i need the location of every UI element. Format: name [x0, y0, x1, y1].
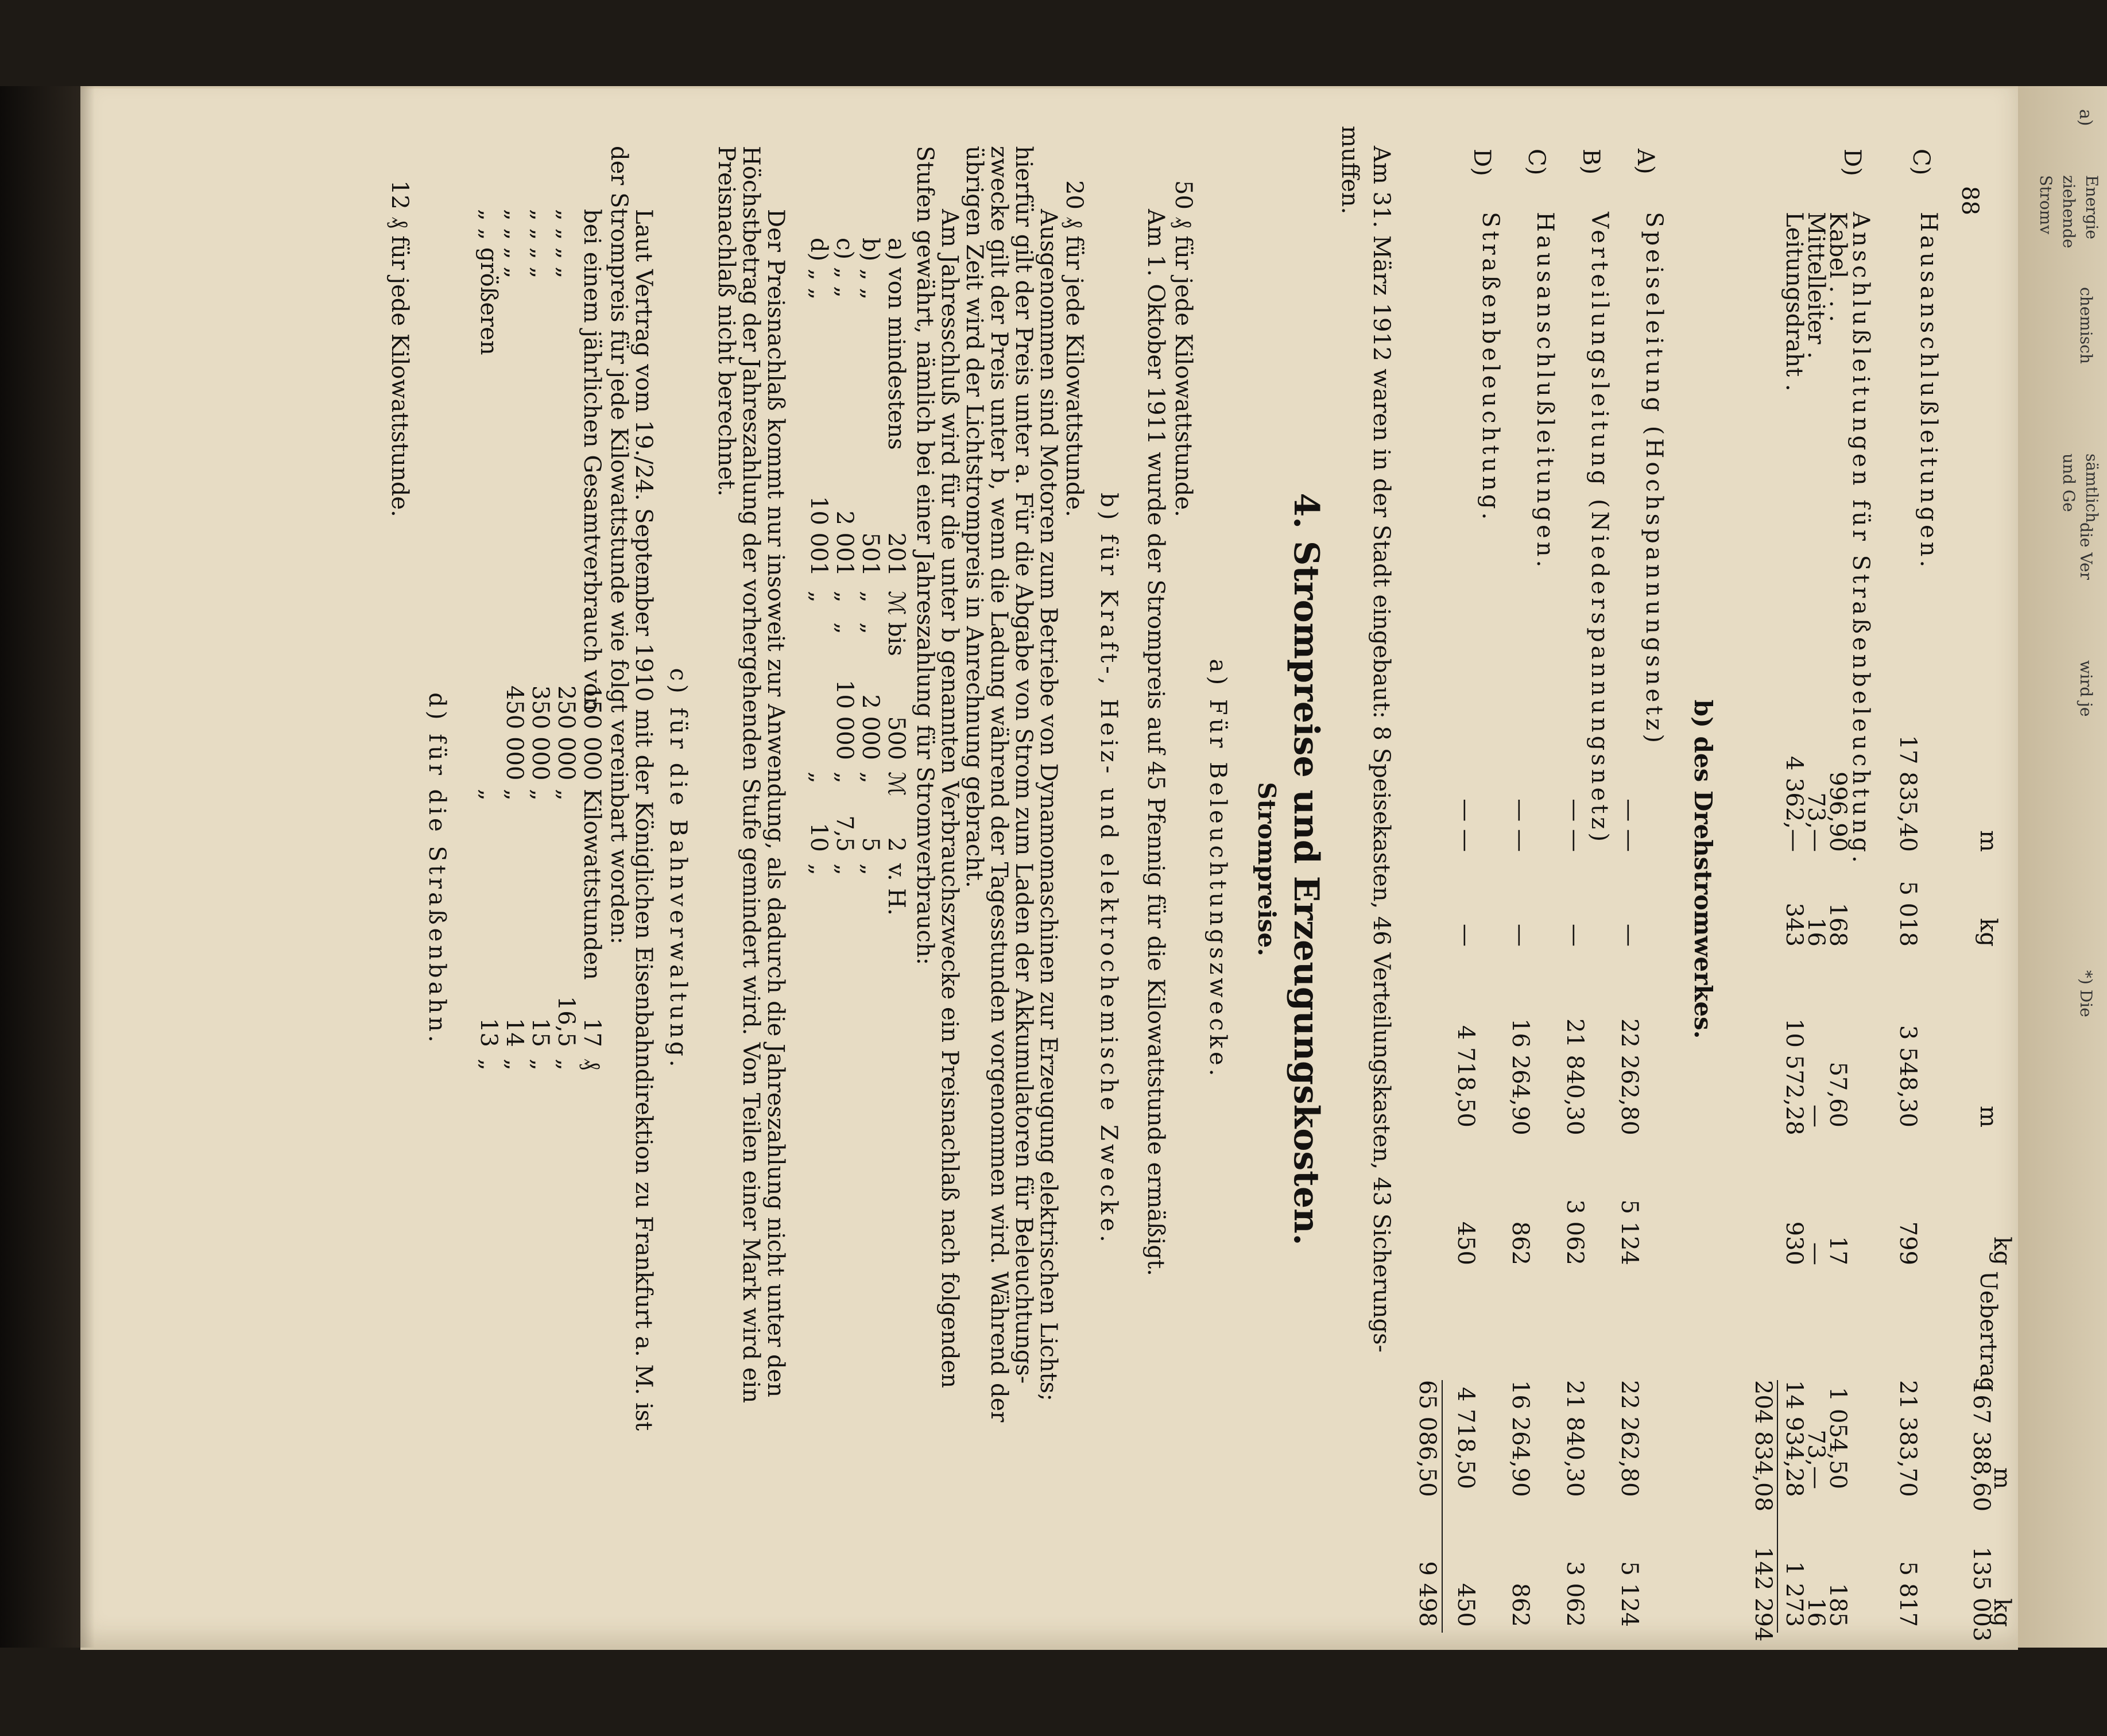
rebate-cur: „ [857, 591, 884, 603]
facing-page-text: Energie [2082, 175, 2101, 239]
note-line: Am 31. März 1912 waren in der Stadt eingebaut: 8 Speisekasten, 46 Verteilungskasten, 43 Sicherungs- [1368, 146, 1395, 1353]
row-letter: B) [1578, 149, 1604, 175]
cell-kg1: — [1562, 924, 1588, 947]
cell-m1: — — [1453, 799, 1479, 852]
cell-m2: 4 718,50 [1453, 1025, 1479, 1127]
tier-amount: 350 000 [527, 685, 553, 781]
text-line: Höchstbetrag der Jahreszahlung der vorhergehenden Stufe gemindert wird. Von Teilen einer Mark wird ein [738, 146, 764, 1404]
row-label: Verteilungsleitung (Niederspannungsnetz) [1586, 212, 1613, 845]
text-line: 50 ₰ für jede Kilowattstunde. [1170, 180, 1196, 517]
cell-kg1: 5 018 [1895, 881, 1921, 947]
cell-m2: 16 264,90 [1507, 1018, 1533, 1136]
cell-kg1: 16 [1803, 917, 1829, 947]
cell-kg3: 185 [1825, 1583, 1851, 1627]
cell-m2: 3 548,30 [1895, 1025, 1921, 1127]
book-spine [0, 86, 80, 1648]
facing-page-text: ziehende [2059, 175, 2078, 249]
cell-kg2: 799 [1895, 1221, 1921, 1265]
uebertrag-kg: 135 003 [1968, 1547, 1994, 1642]
cell-m1: 73,— [1803, 792, 1829, 852]
rebate-vh: „ [857, 863, 884, 875]
rebate-pct: 2 [883, 837, 909, 852]
cell-m1: — — [1616, 799, 1643, 852]
text-line: Am 1. Oktober 1911 wurde der Strompreis auf 45 Pfennig für die Kilowattstunde ermäßigt. [1142, 209, 1169, 1276]
sum-rule [1442, 1380, 1443, 1633]
tier-currency: „ [527, 1059, 553, 1071]
tier-unit: „ [553, 789, 579, 801]
rebate-cur: „ [805, 591, 832, 603]
row-name: Mittelleiter . [1803, 212, 1829, 359]
cell-kg3: 862 [1507, 1583, 1533, 1627]
facing-page-text: chemisch [2077, 287, 2096, 364]
cell-kg3: 5 817 [1895, 1561, 1921, 1627]
book-page [80, 86, 2018, 1650]
row-label: Anschlußleitungen für Straßenbeleuchtung. [1848, 212, 1874, 866]
facing-page-footnote: *) Die [2077, 970, 2096, 1017]
facing-page-text: wird je [2077, 660, 2096, 717]
rebate-cur2: „ [857, 772, 884, 784]
text-line: Ausgenommen sind Motoren zum Betriebe von Dynamomaschinen zur Erzeugung elektrischen Lichts; [1035, 209, 1062, 1401]
subsection-title: d) für die Straßenbahn. [424, 692, 450, 1046]
text-line: Am Jahresschluß wird für die unter b genannten Verbrauchszwecke ein Preisnachlaß nach folgenden [936, 209, 963, 1389]
sum-rule [1777, 1380, 1778, 1633]
facing-page-edge [2018, 86, 2107, 1648]
tier-prefix: „ „ größeren [475, 209, 502, 355]
col-header-kg1: kg [1975, 918, 2001, 947]
cell-kg2: 450 [1453, 1221, 1479, 1265]
tier-amount: 150 000 [579, 685, 605, 781]
text-line: 20 ₰ für jede Kilowattstunde. [1061, 180, 1087, 517]
col-header-m3: m [1989, 1467, 2015, 1489]
facing-page-text: und Ge [2059, 454, 2078, 512]
col-header-kg2: kg [1989, 1237, 2015, 1265]
total-m: 65 086,50 [1414, 1380, 1440, 1497]
tier-price: 17 [579, 1018, 605, 1047]
tier-currency: ₰ [579, 1059, 605, 1070]
text-line: Preisnachlaß nicht berechnet. [713, 146, 739, 497]
text-line: hierfür gilt der Preis unter a. Für die Abgabe von Strom zum Laden der Akkumulatoren für Beleuchtungs- [1010, 146, 1037, 1384]
row-letter: C) [1908, 149, 1934, 176]
cell-m1: 4 362,— [1781, 755, 1807, 852]
cell-m3: 16 264,90 [1507, 1380, 1533, 1497]
tier-amount: 450 000 [501, 685, 528, 781]
tier-prefix: „ „ „ „ [553, 209, 579, 279]
tier-currency: „ [501, 1059, 528, 1071]
cell-m3: 73,— [1803, 1429, 1829, 1489]
rebate-bis: „ [831, 622, 858, 634]
row-label: Hausanschlußleitungen. [1915, 212, 1942, 571]
rebate-cur2: „ [831, 772, 858, 784]
rebate-bis: bis [883, 622, 909, 656]
page-number: 88 [1957, 186, 1983, 215]
note-line: muffen. [1337, 126, 1363, 215]
subsection-title: b) für Kraft-, Heiz- und elektrochemische Zwecke. [1095, 493, 1122, 1246]
tier-currency: „ [553, 1059, 579, 1071]
cell-kg1: 343 [1781, 902, 1807, 947]
tier-prefix: bei einem jährlichen Gesamtverbrauch von [579, 209, 605, 712]
uebertrag-label: Uebertrag [1975, 1271, 2001, 1392]
cell-m2: 22 262,80 [1616, 1018, 1643, 1136]
total-kg: 142 294 [1750, 1547, 1776, 1642]
cell-m2: 57,60 [1825, 1061, 1851, 1127]
rebate-cur2: ℳ [883, 772, 909, 796]
rebate-vh: v. H. [883, 863, 909, 916]
rebate-key: b) „ „ [857, 238, 884, 300]
text-line: Laut Vertrag vom 19./24. September 1910 mit der Königlichen Eisenbahndirektion zu Frankfurt a. M. ist [630, 209, 657, 1431]
rebate-cur: ℳ [883, 591, 909, 615]
cell-kg3: 5 124 [1616, 1561, 1643, 1627]
rebate-from: 2 001 [831, 510, 858, 576]
cell-m3: 22 262,80 [1616, 1380, 1643, 1497]
tier-unit: „ [501, 789, 528, 801]
cell-kg2: — [1803, 1242, 1829, 1265]
rebate-pct: 7,5 [831, 815, 858, 852]
subsection-title: a) Für Beleuchtungszwecke. [1204, 658, 1231, 1080]
facing-page-text: Stromv [2036, 175, 2055, 235]
cell-kg2: 5 124 [1616, 1199, 1643, 1265]
tier-price: 14 [501, 1018, 528, 1047]
section-subheading: Strompreise. [1253, 782, 1281, 956]
section-heading: 4. Strompreise und Erzeugungskosten. [1286, 493, 1326, 1246]
tier-prefix: „ „ „ „ [527, 209, 553, 279]
col-header-m1: m [1975, 830, 2001, 852]
cell-kg3: 1 273 [1781, 1561, 1807, 1627]
rebate-bis: „ [857, 622, 884, 634]
cell-m1: 996,90 [1825, 772, 1851, 852]
text-line: übrigen Zeit wird der Lichtstrompreis in Anrechnung gebracht. [961, 146, 987, 888]
rebate-cur2: „ [805, 772, 832, 784]
cell-m3: 21 840,30 [1562, 1380, 1588, 1497]
rebate-from: 10 001 [805, 496, 832, 576]
cell-kg2: 3 062 [1562, 1199, 1588, 1265]
row-label: Hausanschlußleitungen. [1532, 212, 1558, 571]
col-header-kg3: kg [1989, 1598, 2015, 1627]
cell-kg2: 930 [1781, 1221, 1807, 1265]
cell-m2: — [1803, 1105, 1829, 1127]
rebate-key: c) „ „ [831, 238, 858, 298]
cell-kg2: 17 [1825, 1236, 1851, 1265]
text-line: zwecke gilt der Preis unter b, wenn die Ladung während der Tagesstunden vorgenommen wird. Während der [986, 146, 1012, 1423]
tier-price: 15 [527, 1018, 553, 1047]
cell-m1: 17 835,40 [1895, 735, 1921, 852]
tier-unit: „ [475, 789, 502, 801]
cell-kg2: 862 [1507, 1221, 1533, 1265]
tier-unit: „ [527, 789, 553, 801]
cell-m3: 14 934,28 [1781, 1380, 1807, 1497]
cell-m3: 21 383,70 [1895, 1380, 1921, 1497]
cell-m3: 4 718,50 [1453, 1386, 1479, 1489]
rebate-cur: „ [831, 591, 858, 603]
row-name: Kabel . . . [1825, 212, 1851, 323]
text-line: Stufen gewährt, nämlich bei einer Jahreszahlung für Stromverbrauch: [912, 146, 938, 966]
cell-kg1: — [1616, 924, 1643, 947]
cell-m3: 1 054,50 [1825, 1386, 1851, 1489]
cell-kg1: 168 [1825, 902, 1851, 947]
rebate-to: 2 000 [857, 694, 884, 760]
rebate-to: 10 000 [831, 680, 858, 760]
row-name: Leitungsdraht . [1781, 212, 1807, 392]
text-line: Der Preisnachlaß kommt nur insoweit zur Anwendung, als dadurch die Jahreszahlung nicht unter den [762, 209, 789, 1398]
cell-kg3: 16 [1803, 1598, 1829, 1627]
tier-price: 13 [475, 1018, 502, 1047]
cell-kg1: — [1453, 924, 1479, 947]
cell-kg3: 450 [1453, 1583, 1479, 1627]
text-line: der Strompreis für jede Kilowattstunde wie folgt vereinbart worden: [606, 146, 632, 944]
col-header-m2: m [1975, 1106, 2001, 1127]
subsection-title: c) für die Bahnverwaltung. [665, 668, 691, 1071]
rebate-pct: 5 [857, 837, 884, 852]
tier-currency: „ [475, 1059, 502, 1071]
text-line: 12 ₰ für jede Kilowattstunde. [386, 180, 413, 517]
facing-page-text: die Ver [2077, 522, 2096, 580]
rebate-key: a) von mindestens [883, 238, 909, 450]
part-b-title: b) des Drehstromwerkes. [1689, 699, 1717, 1039]
total-m: 204 834,08 [1750, 1380, 1776, 1512]
facing-page-text: a) [2075, 109, 2096, 126]
tier-prefix: „ „ „ „ [501, 209, 528, 279]
tier-unit: Kilowattstunden [579, 789, 605, 980]
cell-m1: — — [1507, 799, 1533, 852]
rebate-vh: „ [805, 863, 832, 875]
cell-kg3: 3 062 [1562, 1561, 1588, 1627]
tier-price: 16,5 [553, 995, 579, 1047]
facing-page-text: sämtlich [2082, 454, 2101, 523]
total-kg: 9 498 [1414, 1561, 1440, 1627]
row-letter: A) [1632, 149, 1659, 175]
rebate-from: 201 [883, 532, 909, 576]
row-letter: D) [1469, 149, 1495, 176]
rebate-key: d) „ „ [805, 238, 832, 300]
tier-amount: 250 000 [553, 685, 579, 781]
row-letter: C) [1523, 149, 1550, 176]
cell-m2: 21 840,30 [1562, 1018, 1588, 1136]
rebate-vh: „ [831, 863, 858, 875]
cell-kg1: — [1507, 924, 1533, 947]
cell-m2: 10 572,28 [1781, 1018, 1807, 1136]
rebate-from: 501 [857, 532, 884, 576]
row-label: Speiseleitung (Hochspannungsnetz) [1641, 212, 1667, 746]
rebate-pct: 10 [805, 823, 832, 852]
row-label: Straßenbeleuchtung. [1477, 212, 1504, 524]
cell-m1: — — [1562, 799, 1588, 852]
uebertrag-m: 167 388,60 [1968, 1380, 1994, 1512]
rebate-to: 500 [883, 716, 909, 760]
row-letter: D) [1839, 149, 1865, 176]
